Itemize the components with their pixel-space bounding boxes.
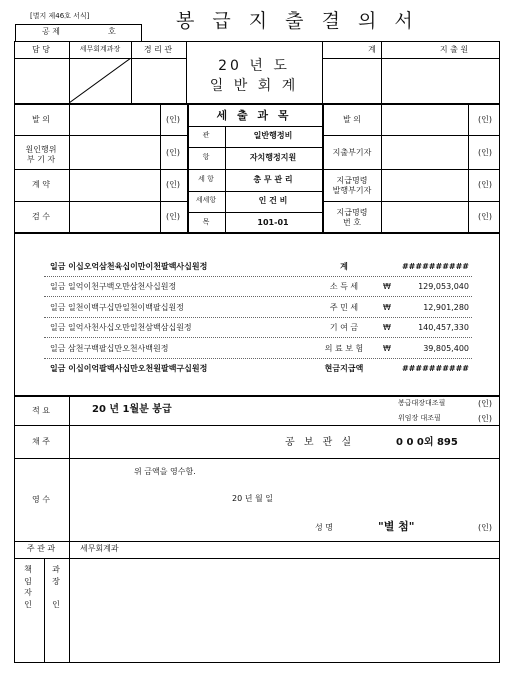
diagonal-strike bbox=[69, 58, 131, 103]
page-title: 봉 급 지 출 결 의 서 bbox=[176, 10, 419, 32]
chaeju-label: 채 주 bbox=[32, 437, 50, 446]
amount-item: 주 민 세 bbox=[329, 303, 359, 312]
jugwangwa-value: 세무회계과 bbox=[80, 544, 119, 553]
amount-separator bbox=[44, 276, 472, 277]
budget-value-mok: 101-01 bbox=[257, 218, 289, 227]
jeokyo-check-2: 위임장 대조필 bbox=[398, 414, 441, 422]
amount-item: 소 득 세 bbox=[329, 282, 359, 291]
currency-sign: ₩ bbox=[383, 303, 391, 312]
right-row-balui: 발 의 bbox=[343, 115, 361, 124]
seal-mark: (인) bbox=[166, 212, 180, 221]
currency-sign: ₩ bbox=[383, 323, 391, 332]
byeolcheom: "별 첨" bbox=[378, 520, 415, 533]
amount-words: 일금 이십이억팔백사십만오천원팔백구십원정 bbox=[50, 364, 208, 373]
amount-separator bbox=[44, 358, 472, 359]
right-row-beonho: 지급명령 번 호 bbox=[336, 208, 368, 227]
seal-mark: (인) bbox=[478, 399, 492, 408]
amount-value: ########## bbox=[401, 364, 469, 373]
left-row-balui: 발 의 bbox=[32, 115, 50, 124]
jugwangwa-label: 주 관 과 bbox=[26, 544, 56, 553]
amount-value: ########## bbox=[401, 262, 469, 271]
amount-words: 일금 일억이천구백오만삼천사십원정 bbox=[50, 282, 177, 291]
receipt-text: 위 금액을 영수함. bbox=[134, 467, 196, 476]
receipt-date: 20 년 월 일 bbox=[232, 494, 273, 503]
seal-mark: (인) bbox=[166, 115, 180, 124]
seongmyeong-label: 성 명 bbox=[315, 523, 333, 532]
right-row-jigeum: 지급명령 발행부기자 bbox=[332, 176, 372, 195]
form-number: [별지 제46호 서식] bbox=[30, 12, 90, 20]
budget-label-gwan: 관 bbox=[202, 131, 210, 139]
seal-mark: (인) bbox=[478, 148, 492, 157]
budget-label-sehang: 세 항 bbox=[198, 175, 214, 183]
seal-mark: (인) bbox=[478, 115, 492, 124]
budget-value-sesehang: 인 건 비 bbox=[258, 196, 288, 205]
year-text: 20 년 도 bbox=[218, 58, 290, 74]
amount-value: 39,805,400 bbox=[423, 344, 469, 353]
amount-item: 현금지급액 bbox=[324, 364, 364, 373]
amount-words: 일금 일천이백구십만일천이백팔십원정 bbox=[50, 303, 184, 312]
budget-label-hang: 항 bbox=[202, 153, 210, 161]
jeokyo-check-1: 봉급대장대조필 bbox=[398, 399, 446, 407]
gyeongrigwan-label: 경 리 관 bbox=[143, 45, 173, 54]
amount-separator bbox=[44, 337, 472, 338]
currency-sign: ₩ bbox=[383, 344, 391, 353]
seal-mark: (인) bbox=[478, 414, 492, 423]
jeokyo-value: 20 년 1월분 봉급 bbox=[92, 404, 172, 415]
currency-sign: ₩ bbox=[383, 282, 391, 291]
left-row-gyeyak: 계 약 bbox=[32, 180, 50, 189]
gongje-ho: 호 bbox=[108, 27, 116, 36]
amount-item: 의 료 보 험 bbox=[324, 344, 364, 353]
amount-words: 일금 일억사천사십오만일천삼백삼십원정 bbox=[50, 323, 192, 332]
seal-mark: (인) bbox=[166, 148, 180, 157]
amount-value: 140,457,330 bbox=[418, 323, 469, 332]
budget-value-sehang: 총 무 관 리 bbox=[253, 175, 293, 184]
jeokyo-label: 적 요 bbox=[32, 406, 50, 415]
amount-words: 일금 이십오억삼천육십이만이천팔백사십원정 bbox=[50, 262, 208, 271]
chaeju-count: 0 0 0외 895 bbox=[396, 437, 458, 448]
right-row-jichul: 지출부기자 bbox=[332, 148, 372, 157]
amount-value: 12,901,280 bbox=[423, 303, 469, 312]
left-row-geomsu: 검 수 bbox=[32, 212, 50, 221]
amount-words: 일금 삼천구백팔십만오천사백원정 bbox=[50, 344, 169, 353]
sign-responsible: 책 임 자 인 bbox=[24, 565, 32, 609]
gye-label: 계 bbox=[368, 45, 376, 54]
budget-title: 세 출 과 목 bbox=[216, 109, 292, 122]
gongje-label: 공 제 bbox=[42, 27, 60, 36]
budget-label-mok: 목 bbox=[202, 218, 210, 226]
amount-item: 계 bbox=[340, 262, 348, 271]
seal-mark: (인) bbox=[478, 180, 492, 189]
jichulwon-label: 지 출 원 bbox=[439, 45, 469, 54]
budget-value-hang: 자치행정지원 bbox=[249, 153, 297, 162]
budget-label-sesehang: 세세항 bbox=[195, 196, 217, 204]
seal-mark: (인) bbox=[166, 180, 180, 189]
amount-separator bbox=[44, 296, 472, 297]
gongje-box bbox=[15, 24, 142, 42]
amount-separator bbox=[44, 317, 472, 318]
semuhoegye-label: 세무회계과장 bbox=[79, 45, 121, 53]
chaeju-value: 공 보 관 실 bbox=[285, 437, 355, 448]
account-text: 일 반 회 계 bbox=[209, 78, 299, 94]
youngsu-label: 영 수 bbox=[32, 495, 50, 504]
seal-mark: (인) bbox=[478, 212, 492, 221]
damdang-label: 담 당 bbox=[32, 45, 50, 54]
sign-manager: 과 장 인 bbox=[52, 565, 60, 609]
amount-item: 기 여 금 bbox=[329, 323, 359, 332]
budget-value-gwan: 일반행정비 bbox=[253, 131, 293, 140]
seal-mark: (인) bbox=[478, 523, 492, 532]
left-row-wonin: 원인행위 부 기 자 bbox=[25, 145, 57, 164]
amount-value: 129,053,040 bbox=[418, 282, 469, 291]
